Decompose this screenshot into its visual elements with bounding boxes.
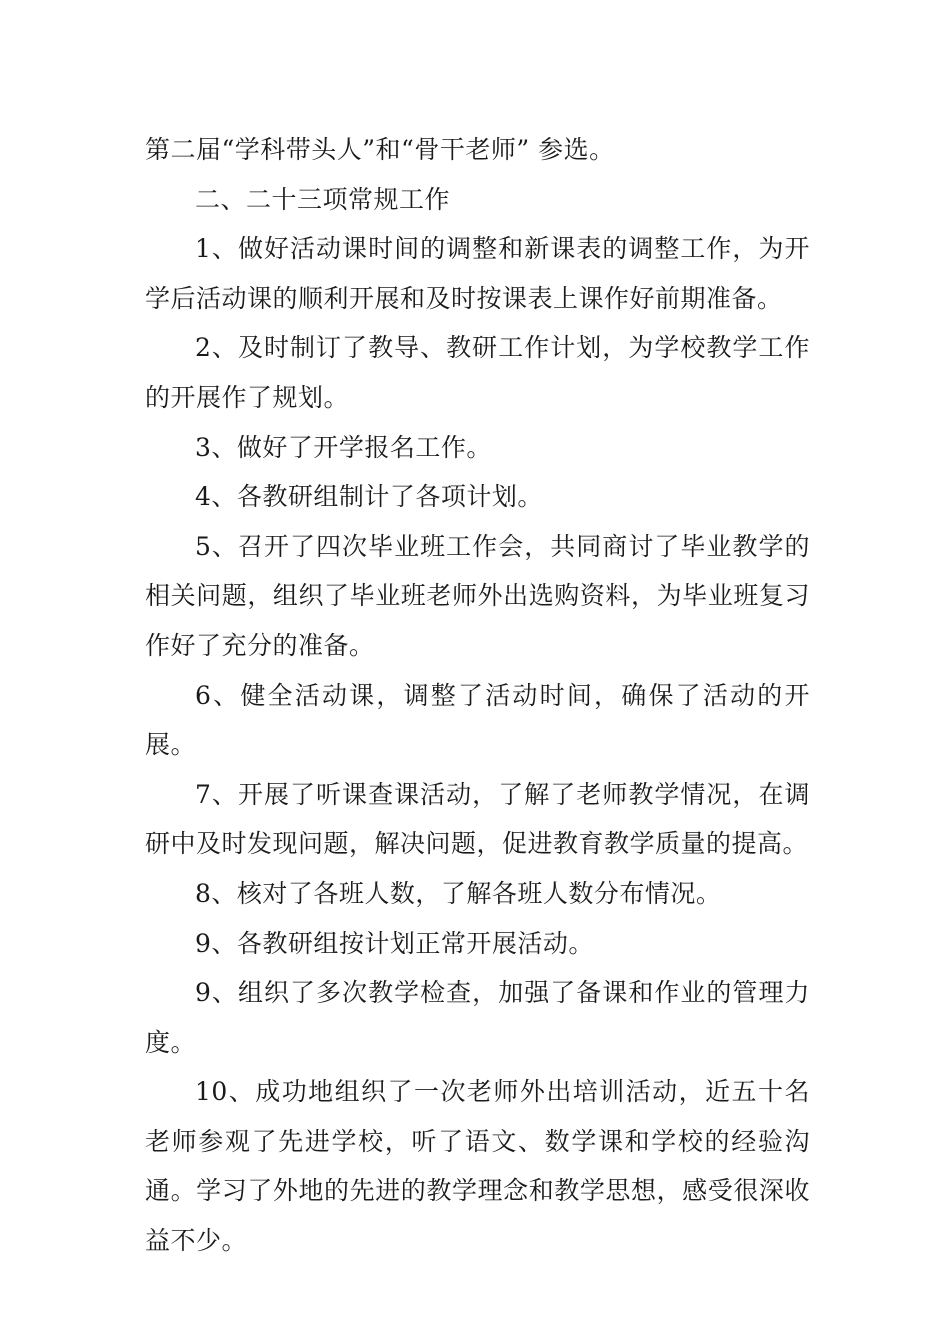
document-page [145,125,810,1266]
paragraph-item-2: 2、及时制订了教导、教研工作计划，为学校教学工作的开展作了规划。 [145,333,810,412]
paragraph-item-3: 3、做好了开学报名工作。 [195,432,492,462]
paragraph-item-7: 7、开展了听课查课活动，了解了老师教学情况，在调研中及时发现问题，解决问题，促进教育教学质量的提高。 [145,779,810,859]
paragraph-item-8: 8、核对了各班人数，了解各班人数分布情况。 [195,878,722,908]
paragraph-item-10: 10、成功地组织了一次老师外出培训活动，近五十名老师参观了先进学校，听了语文、数学课和学校的经验沟通。学习了外地的先进的教学理念和教学思想，感受很深收益不少。 [145,1077,810,1256]
section-heading: 二、二十三项常规工作 [195,184,451,214]
paragraph-item-1: 1、做好活动课时间的调整和新课表的调整工作，为开学后活动课的顺利开展和及时按课表上课作好前期准备。 [145,234,810,313]
paragraph-item-5: 5、召开了四次毕业班工作会，共同商讨了毕业教学的相关问题，组织了毕业班老师外出选购资料，为毕业班复习作好了充分的准备。 [145,531,810,660]
paragraph-item-9b: 9、组织了多次教学检查，加强了备课和作业的管理力度。 [145,978,810,1057]
paragraph-item-6: 6、健全活动课，调整了活动时间，确保了活动的开展。 [145,680,810,760]
paragraph-item-9a: 9、各教研组按计划正常开展活动。 [195,928,594,958]
paragraph-1: 第二届“学科带头人”和“骨干老师” 参选。 [145,135,615,164]
paragraph-item-4: 4、各教研组制计了各项计划。 [195,482,543,512]
